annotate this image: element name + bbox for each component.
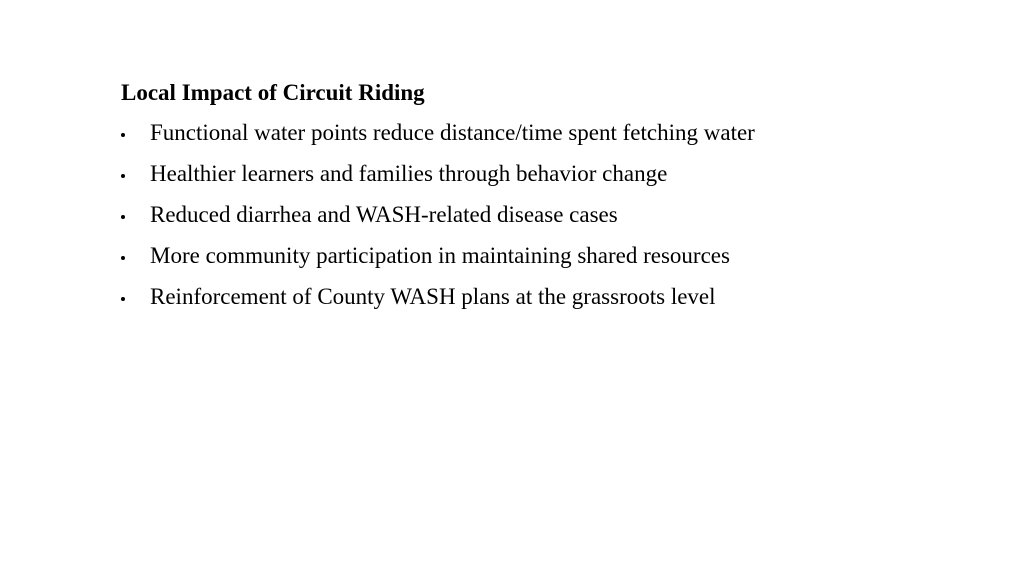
bullet-text: Healthier learners and families through behavior change: [150, 161, 668, 186]
bullet-text: Functional water points reduce distance/time spent fetching water: [150, 120, 755, 145]
bullet-text: Reduced diarrhea and WASH-related disease cases: [150, 202, 618, 227]
bullet-item: [121, 157, 761, 190]
bullet-dot-icon: [121, 256, 125, 260]
bullet-dot-icon: [121, 297, 125, 301]
bullet-dot-icon: [121, 174, 125, 178]
bullet-list: [121, 116, 761, 313]
bullet-item: [121, 239, 761, 272]
slide-heading: Local Impact of Circuit Riding: [121, 80, 425, 105]
bullet-item: [121, 116, 761, 149]
slide-content: [121, 78, 761, 321]
bullet-dot-icon: [121, 215, 125, 219]
bullet-text: Reinforcement of County WASH plans at the grassroots level: [150, 284, 716, 309]
bullet-item: [121, 198, 761, 231]
bullet-item: [121, 280, 761, 313]
bullet-dot-icon: [121, 133, 125, 137]
bullet-text: More community participation in maintaining shared resources: [150, 243, 730, 268]
